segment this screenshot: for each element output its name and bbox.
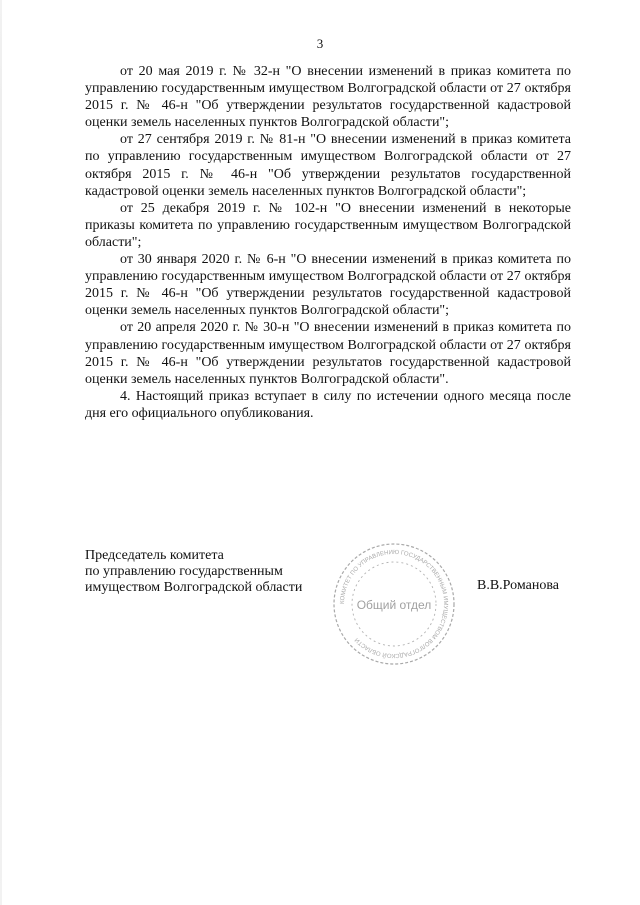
signature-title-line: по управлению государственным <box>85 564 283 579</box>
official-stamp <box>330 540 458 668</box>
stamp-center-text: Общий отдел <box>356 598 432 612</box>
stamp-ring-text: КОМИТЕТ ПО УПРАВЛЕНИЮ ГОСУДАРСТВЕННЫМ ИМУЩЕСТВОМ ВОЛГОГРАДСКОЙ ОБЛАСТИ <box>339 549 449 659</box>
list-item-order-102n: от 25 декабря 2019 г. № 102-н "О внесении изменений в некоторые приказы комитета по управлению государственным имуществом Волгоградской области"; <box>85 200 571 250</box>
page-number: 3 <box>316 36 324 51</box>
document-body <box>85 63 571 422</box>
signature-title-line: Председатель комитета <box>85 548 224 563</box>
list-item-order-30n: от 20 апреля 2020 г. № 30-н "О внесении изменений в приказ комитета по управлению государственным имуществом Волгоградской области от 27 октября 2015 г. № 46-н "Об утверждении результатов государственной кадастровой оценки земель населенных пунктов Волгоградской области". <box>85 320 571 387</box>
list-item-order-6n: от 30 января 2020 г. № 6-н "О внесении изменений в приказ комитета по управлению государственным имуществом Волгоградской области от 27 октября 2015 г. № 46-н "Об утверждении результатов государственной кадастровой оценки земель населенных пунктов Волгоградской области"; <box>85 252 571 319</box>
scan-edge <box>0 0 2 905</box>
list-item-order-81n: от 27 сентября 2019 г. № 81-н "О внесении изменений в приказ комитета по управлению государственным имуществом Волгоградской области от 27 октября 2015 г. № 46-н "Об утверждении результатов государственной кадастровой оценки земель населенных пунктов Волгоградской области"; <box>85 132 571 199</box>
effective-date-clause: 4. Настоящий приказ вступает в силу по истечении одного месяца после дня его официального опубликования. <box>85 388 571 421</box>
signer-name: В.В.Романова <box>477 578 559 593</box>
signature-title-line: имуществом Волгоградской области <box>85 580 303 595</box>
signature-title <box>85 548 302 596</box>
list-item-order-32n: от 20 мая 2019 г. № 32-н "О внесении изменений в приказ комитета по управлению государственным имуществом Волгоградской области от 27 октября 2015 г. № 46-н "Об утверждении результатов государственной кадастровой оценки земель населенных пунктов Волгоградской области"; <box>85 64 571 131</box>
